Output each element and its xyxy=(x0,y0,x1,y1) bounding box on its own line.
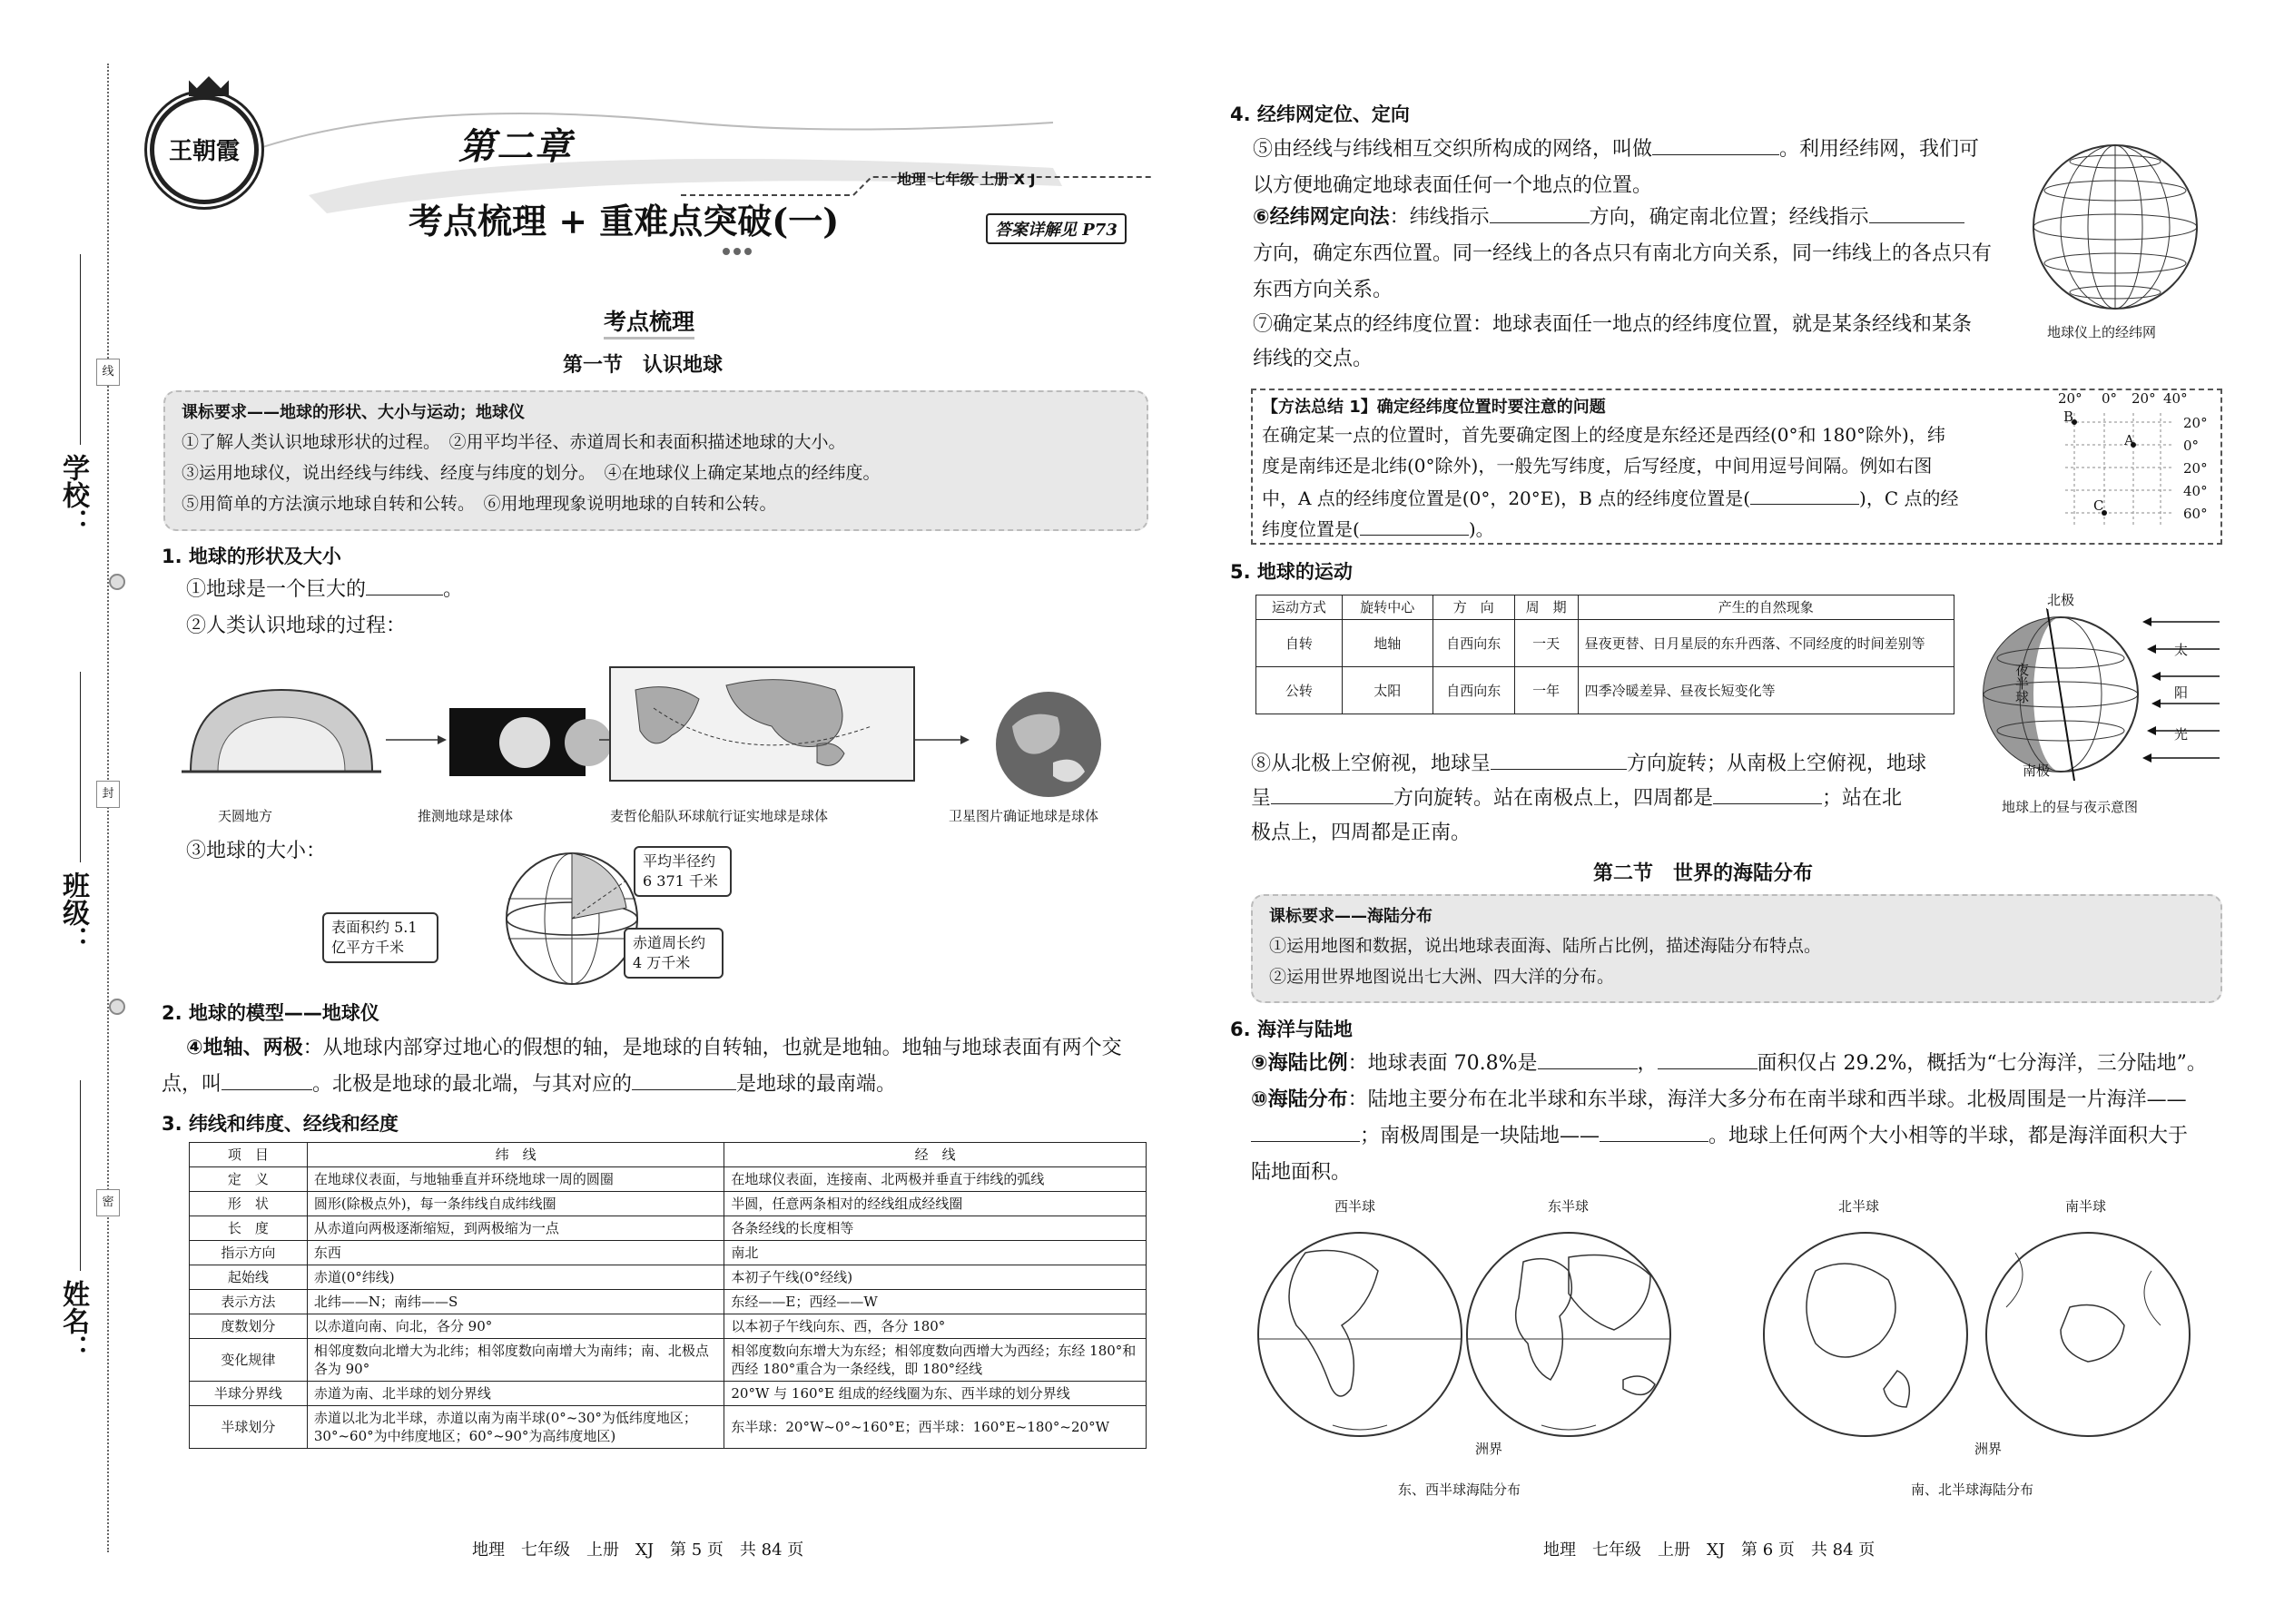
s6-p1a: ：地球表面 70.8%是 xyxy=(1347,1052,1538,1075)
table-cell: 一天 xyxy=(1514,620,1578,667)
cognition-diagram xyxy=(182,654,1144,799)
method-line-3a: 中，A 点的经纬度位置是(0°，20°E)，B 点的经纬度位置是( xyxy=(1262,487,1751,509)
s4-p1 xyxy=(1253,132,1979,168)
s2-bold: ④地轴、两极 xyxy=(186,1037,303,1059)
lat-lon-grid xyxy=(2061,408,2179,536)
s5-p2a: 呈 xyxy=(1251,787,1272,810)
sun-label-2: 阳 xyxy=(2174,684,2189,701)
s2-text2c: 是地球的最南端。 xyxy=(736,1073,897,1096)
lesson1-title: 第一节 认识地球 xyxy=(563,353,724,377)
method-line-3 xyxy=(1262,481,1959,514)
grid-top-label: 20° xyxy=(2058,390,2082,407)
header xyxy=(145,86,1180,268)
dome-illustration xyxy=(182,690,381,772)
s6-p4: 陆地面积。 xyxy=(1251,1161,1352,1184)
daynight-caption: 地球上的昼与夜示意图 xyxy=(2002,799,2139,815)
left-footer: 地理 七年级 上册 XJ 第 5 页 共 84 页 xyxy=(472,1540,804,1560)
table-cell: 南北 xyxy=(724,1241,1147,1265)
method-title: 【方法总结 1】确定经纬度位置时要注意的问题 xyxy=(1262,398,1606,417)
s3-title: 3. 纬线和纬度、经线和经度 xyxy=(162,1113,399,1135)
s1-text-a: ①地球是一个巨大的 xyxy=(186,578,367,601)
s6-p2-bold: ⑩海陆分布 xyxy=(1251,1088,1348,1111)
s6-p2a: ：陆地主要分布在北半球和东半球，海洋大多分布在南半球和西半球。北极周围是一片海洋—— xyxy=(1347,1088,2187,1111)
grid-top-label: 40° xyxy=(2163,390,2188,407)
s5-p1 xyxy=(1251,746,1926,782)
table-row xyxy=(190,1216,1147,1241)
map-east-label: 东半球 xyxy=(1548,1198,1590,1215)
table-cell: 起始线 xyxy=(190,1265,308,1290)
s6-p1-bold: ⑨海陆比例 xyxy=(1251,1052,1348,1075)
s5-p3: 极点上，四周都是正南。 xyxy=(1251,822,1472,844)
s2-text2a: 点，叫 xyxy=(162,1073,222,1096)
north-pole-label: 北极 xyxy=(2047,592,2075,608)
table-cell: 半圆，任意两条相对的经线组成经线圈 xyxy=(724,1192,1147,1216)
table-header-cell: 旋转中心 xyxy=(1342,595,1433,620)
s2-title: 2. 地球的模型——地球仪 xyxy=(162,1002,379,1024)
table-header-cell: 方 向 xyxy=(1433,595,1514,620)
table-cell: 度数划分 xyxy=(190,1314,308,1339)
s6-p3b: 。地球上任何两个大小相等的半球，都是海洋面积大于 xyxy=(1708,1125,2189,1147)
s4-p3b: 方向，确定南北位置；经线指示 xyxy=(1589,206,1869,229)
name-blank[interactable] xyxy=(80,1080,81,1271)
table-header-cell: 运动方式 xyxy=(1256,595,1343,620)
table-cell: 自西向东 xyxy=(1433,667,1514,714)
map-south-label: 南半球 xyxy=(2065,1198,2107,1215)
answer-blank[interactable] xyxy=(1658,1046,1757,1069)
caption-eclipse: 推测地球是球体 xyxy=(418,808,514,824)
table-cell: 自转 xyxy=(1256,620,1343,667)
s4-p3a: ：纬线指示 xyxy=(1389,206,1490,229)
table-cell: 变化规律 xyxy=(190,1339,308,1382)
table-header-cell: 产生的自然现象 xyxy=(1578,595,1954,620)
grid-right-label: 60° xyxy=(2183,506,2208,522)
table-cell: 定 义 xyxy=(190,1167,308,1192)
table-row xyxy=(190,1382,1147,1406)
header-meta: 地理 七年级 上册 X J xyxy=(897,171,1036,188)
table-row xyxy=(1256,667,1954,714)
table-header-cell: 项 目 xyxy=(190,1143,308,1167)
answer-blank[interactable] xyxy=(1750,481,1859,505)
name-label: 姓名： xyxy=(57,1280,89,1362)
table-header-cell: 周 期 xyxy=(1514,595,1578,620)
table-row xyxy=(190,1314,1147,1339)
answer-blank[interactable] xyxy=(1652,132,1779,155)
s5-p2 xyxy=(1251,781,1902,817)
table-header-cell: 纬 线 xyxy=(307,1143,724,1167)
s4-p6: ⑦确定某点的经纬度位置：地球表面任一地点的经纬度位置，就是某条经线和某条 xyxy=(1253,313,1973,336)
north-south-hemisphere-map xyxy=(1761,1216,2215,1462)
table-cell: 地轴 xyxy=(1342,620,1433,667)
table-cell: 东西 xyxy=(307,1241,724,1265)
s2-para-2 xyxy=(162,1067,896,1103)
table-header-row xyxy=(190,1143,1147,1167)
grid-point-a: A xyxy=(2124,432,2134,448)
table-cell: 形 状 xyxy=(190,1192,308,1216)
table-cell: 四季冷暖差异、昼夜长短变化等 xyxy=(1578,667,1954,714)
table-row xyxy=(190,1167,1147,1192)
req2-line: ①运用地图和数据，说出地球表面海、陆所占比例，描述海陆分布特点。 xyxy=(1269,936,1822,956)
s6-p2 xyxy=(1251,1082,2187,1118)
s6-p3 xyxy=(1251,1118,2188,1155)
table-cell: 东半球：20°W~0°~160°E；西半球：160°E~180°~20°W xyxy=(724,1406,1147,1449)
table-cell: 指示方向 xyxy=(190,1241,308,1265)
s5-title: 5. 地球的运动 xyxy=(1230,561,1353,583)
s5-p1b: 方向旋转；从南极上空俯视，地球 xyxy=(1627,753,1927,775)
table-row xyxy=(190,1339,1147,1382)
grid-point-c: C xyxy=(2093,497,2104,514)
seal-mark-3: 密 xyxy=(96,1189,120,1216)
s1-line-a: ①地球是一个巨大的 。 xyxy=(186,572,463,608)
s4-p1b: 。利用经纬网，我们可 xyxy=(1779,138,1980,161)
s6-title: 6. 海洋与陆地 xyxy=(1230,1019,1353,1040)
motion-table xyxy=(1255,595,1954,714)
equator-callout: 赤道周长约 4 万千米 xyxy=(624,928,724,979)
s2-text2b: 。北极是地球的最北端，与其对应的 xyxy=(312,1073,633,1096)
answer-blank[interactable] xyxy=(632,1067,736,1090)
map-west-label: 西半球 xyxy=(1334,1198,1376,1215)
table-cell: 东经——E；西经——W xyxy=(724,1290,1147,1314)
table-header-row xyxy=(1256,595,1954,620)
method-line-4 xyxy=(1262,512,1494,545)
table-cell: 在地球仪表面，与地轴垂直并环绕地球一周的圆圈 xyxy=(307,1167,724,1192)
answer-ref: 答案详解见 P73 xyxy=(986,213,1127,244)
table-cell: 赤道以北为北半球，赤道以南为南半球(0°~30°为低纬度地区；30°~60°为中纬度地区；60°~90°为高纬度地区) xyxy=(307,1406,724,1449)
class-label: 班级： xyxy=(57,871,89,953)
table-row xyxy=(1256,620,1954,667)
table-cell: 在地球仪表面，连接南、北两极并垂直于纬线的弧线 xyxy=(724,1167,1147,1192)
req-line: ③运用地球仪，说出经线与纬线、经度与纬度的划分。 ④在地球仪上确定某地点的经纬度。 xyxy=(182,463,881,483)
map-scale-1: 洲界 xyxy=(1475,1441,1503,1457)
table-header-cell: 经 线 xyxy=(724,1143,1147,1167)
table-cell: 公转 xyxy=(1256,667,1343,714)
grid-right-label: 20° xyxy=(2183,460,2208,477)
grid-right-label: 40° xyxy=(2183,483,2208,499)
method-line-3b: )，C 点的经 xyxy=(1859,487,1959,509)
binding-margin xyxy=(0,0,123,1624)
table-cell: 一年 xyxy=(1514,667,1578,714)
method-line: 度是南纬还是北纬(0°除外)，一般先写纬度，后写经度，中间用逗号间隔。例如右图 xyxy=(1262,455,1933,477)
table-cell: 以赤道向南、向北，各分 90° xyxy=(307,1314,724,1339)
requirement-box xyxy=(163,390,1148,531)
map1-caption: 东、西半球海陆分布 xyxy=(1398,1481,1521,1498)
lat-lon-table xyxy=(189,1142,1147,1449)
logo-text: 王朝霞 xyxy=(168,138,240,165)
answer-blank[interactable] xyxy=(1490,200,1590,223)
s4-p1a: ⑤由经线与纬线相互交织所构成的网络，叫做 xyxy=(1253,138,1653,161)
s4-p3 xyxy=(1253,200,1964,236)
table-row xyxy=(190,1406,1147,1449)
s6-p1c: 面积仅占 29.2%，概括为“七分海洋，三分陆地”。 xyxy=(1757,1052,2207,1075)
s4-p4: 方向，确定东西位置。同一经线上的各点只有南北方向关系，同一纬线上的各点只有 xyxy=(1253,242,1993,265)
answer-blank[interactable] xyxy=(1271,781,1393,804)
answer-blank[interactable] xyxy=(366,572,443,595)
table-cell: 长 度 xyxy=(190,1216,308,1241)
req-line: ⑤用简单的方法演示地球自转和公转。 ⑥用地理现象说明地球的自转和公转。 xyxy=(182,494,777,514)
table-cell: 相邻度数向东增大为东经；相邻度数向西增大为西经；东经 180°和西经 180°重合为一条经线，即 180°经线 xyxy=(724,1339,1147,1382)
req-title: 课标要求——地球的形状、大小与运动；地球仪 xyxy=(182,403,525,422)
s1-line-c: ③地球的大小： xyxy=(186,840,327,862)
school-label: 学校： xyxy=(57,454,89,536)
sun-label-1: 太 xyxy=(2174,642,2189,658)
grid-right-label: 20° xyxy=(2183,415,2208,431)
class-blank[interactable] xyxy=(80,672,81,862)
caption-voyage: 麦哲伦船队环球航行证实地球是球体 xyxy=(610,808,829,824)
page-title: 考点梳理 + 重难点突破(一) xyxy=(409,201,840,241)
s1-line-b: ②人类认识地球的过程： xyxy=(186,615,407,637)
answer-blank[interactable] xyxy=(1713,781,1822,804)
radius-callout: 平均半径约 6 371 千米 xyxy=(634,846,732,897)
s6-p3a: ；南极周围是一块陆地—— xyxy=(1360,1125,1600,1147)
section-title: 考点梳理 xyxy=(604,304,694,340)
seal-mark-1: 线 xyxy=(96,359,120,386)
caption-satellite: 卫星图片确证地球是球体 xyxy=(949,808,1099,824)
s2-para xyxy=(186,1030,1148,1067)
s4-p2: 以方便地确定地球表面任何一个地点的位置。 xyxy=(1253,174,1653,197)
table-cell: 赤道(0°纬线) xyxy=(307,1265,724,1290)
table-cell: 赤道为南、北半球的划分界线 xyxy=(307,1382,724,1406)
answer-blank[interactable] xyxy=(1360,512,1469,536)
map-north-label: 北半球 xyxy=(1838,1198,1880,1215)
answer-blank[interactable] xyxy=(1869,200,1964,223)
req2-title: 课标要求——海陆分布 xyxy=(1269,907,1433,926)
hole-icon xyxy=(109,999,125,1015)
table-cell: 本初子午线(0°经线) xyxy=(724,1265,1147,1290)
s5-p1a: ⑧从北极上空俯视，地球呈 xyxy=(1251,753,1492,775)
s4-p5: 东西方向关系。 xyxy=(1253,279,1393,301)
s1-title: 1. 地球的形状及大小 xyxy=(162,546,341,567)
grid-top-label: 20° xyxy=(2132,390,2156,407)
table-cell: 自西向东 xyxy=(1433,620,1514,667)
method-line-4b: )。 xyxy=(1468,518,1494,540)
table-row xyxy=(190,1192,1147,1216)
brand-logo xyxy=(150,95,259,204)
answer-blank[interactable] xyxy=(222,1067,312,1090)
school-blank[interactable] xyxy=(80,254,81,445)
hole-icon xyxy=(109,574,125,590)
table-row xyxy=(190,1265,1147,1290)
grid-point-b: B xyxy=(2063,408,2074,425)
table-cell: 昼夜更替、日月星辰的东升西落、不同经度的时间差别等 xyxy=(1578,620,1954,667)
table-cell: 圆形(除极点外)，每一条纬线自成纬线圈 xyxy=(307,1192,724,1216)
method-line: 在确定某一点的位置时，首先要确定图上的经度是东经还是西经(0°和 180°除外)，纬 xyxy=(1262,424,1945,446)
table-cell: 各条经线的长度相等 xyxy=(724,1216,1147,1241)
req-line: ①了解人类认识地球形状的过程。 ②用平均半径、赤道周长和表面积描述地球的大小。 xyxy=(182,432,846,452)
map-scale-2: 洲界 xyxy=(1974,1441,2003,1457)
answer-blank[interactable] xyxy=(1600,1118,1708,1142)
requirement-box-2 xyxy=(1251,894,2222,1003)
table-cell: 半球分界线 xyxy=(190,1382,308,1406)
table-cell: 从赤道向两极逐渐缩短，到两极缩为一点 xyxy=(307,1216,724,1241)
seal-mark-2: 封 xyxy=(96,781,120,808)
table-cell: 表示方法 xyxy=(190,1290,308,1314)
s4-p7: 纬线的交点。 xyxy=(1253,348,1373,370)
table-cell: 20°W 与 160°E 组成的经线圈为东、西半球的划分界线 xyxy=(724,1382,1147,1406)
map2-caption: 南、北半球海陆分布 xyxy=(1911,1481,2034,1498)
s5-p2b: 方向旋转。站在南极点上，四周都是 xyxy=(1393,787,1714,810)
s2-text: ：从地球内部穿过地心的假想的轴，是地球的自转轴，也就是地轴。地轴与地球表面有两个交 xyxy=(302,1037,1122,1059)
table-cell: 太阳 xyxy=(1342,667,1433,714)
south-pole-label: 南极 xyxy=(2023,763,2051,779)
s6-p1 xyxy=(1251,1046,2207,1082)
sun-label-3: 光 xyxy=(2174,726,2189,743)
grid-right-label: 0° xyxy=(2183,438,2200,454)
method-line-4a: 纬度位置是( xyxy=(1262,518,1360,540)
table-row xyxy=(190,1290,1147,1314)
method-box xyxy=(1251,389,2222,545)
lesson2-title: 第二节 世界的海陆分布 xyxy=(1593,861,1814,885)
answer-blank[interactable] xyxy=(1491,746,1627,770)
east-west-hemisphere-map xyxy=(1251,1216,1705,1462)
s4-title: 4. 经纬网定位、定向 xyxy=(1230,103,1410,125)
s5-p2c: ；站在北 xyxy=(1822,787,1903,810)
table-cell: 相邻度数向北增大为北纬；相邻度数向南增大为南纬；南、北极点各为 90° xyxy=(307,1339,724,1382)
answer-blank[interactable] xyxy=(1538,1046,1638,1069)
table-row xyxy=(190,1241,1147,1265)
s4-p3-bold: ⑥经纬网定向法 xyxy=(1253,206,1390,229)
s6-p1b: ， xyxy=(1637,1052,1658,1075)
table-cell: 以本初子午线向东、西，各分 180° xyxy=(724,1314,1147,1339)
binding-line xyxy=(107,64,109,1552)
caption-dome: 天圆地方 xyxy=(218,808,273,824)
table-cell: 北纬——N；南纬——S xyxy=(307,1290,724,1314)
area-callout: 表面积约 5.1 亿平方千米 xyxy=(322,912,438,963)
graticule-globe xyxy=(2024,136,2206,318)
graticule-caption: 地球仪上的经纬网 xyxy=(2047,324,2157,340)
chapter-title: 第二章 xyxy=(458,125,573,168)
table-cell: 半球划分 xyxy=(190,1406,308,1449)
req2-line: ②运用世界地图说出七大洲、四大洋的分布。 xyxy=(1269,967,1615,987)
grid-top-label: 0° xyxy=(2102,390,2118,407)
right-footer: 地理 七年级 上册 XJ 第 6 页 共 84 页 xyxy=(1543,1540,1876,1560)
answer-blank[interactable] xyxy=(1251,1118,1360,1142)
night-label: 夜半球 xyxy=(2013,663,2030,704)
